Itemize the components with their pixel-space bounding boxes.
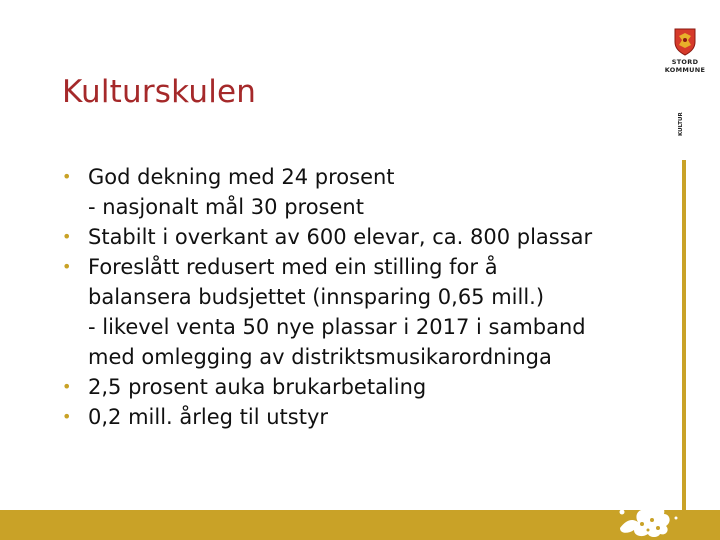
flower-icon bbox=[612, 498, 682, 540]
bullet-item bbox=[62, 402, 662, 432]
bullet-item bbox=[62, 372, 662, 402]
logo-text-kommune: KOMMUNE bbox=[664, 66, 706, 74]
slide-title: Kulturskulen bbox=[62, 74, 257, 110]
bullet-dot: • bbox=[62, 257, 72, 276]
vertical-accent-rule bbox=[682, 160, 686, 510]
bullet-line: God dekning med 24 prosent bbox=[88, 165, 395, 189]
bullet-item bbox=[62, 162, 662, 222]
shield-icon bbox=[674, 28, 696, 56]
bullet-line: 2,5 prosent auka brukarbetaling bbox=[88, 375, 427, 399]
bullet-dot: • bbox=[62, 227, 72, 246]
bullet-item bbox=[62, 252, 662, 372]
bullet-line: balansera budsjettet (innsparing 0,65 mill.) bbox=[88, 285, 545, 309]
logo-vertical-tag: KULTUR bbox=[678, 112, 684, 136]
logo-text-stord: STORD bbox=[671, 58, 699, 66]
bullet-line: Stabilt i overkant av 600 elevar, ca. 800 plassar bbox=[88, 225, 593, 249]
bullet-dot: • bbox=[62, 167, 72, 186]
bullet-list bbox=[62, 162, 662, 432]
bullet-line: - likevel venta 50 nye plassar i 2017 i samband bbox=[88, 315, 586, 339]
bullet-line: 0,2 mill. årleg til utstyr bbox=[88, 405, 329, 429]
bullet-dot: • bbox=[62, 407, 72, 426]
bullet-line: med omlegging av distriktsmusikarordninga bbox=[88, 345, 552, 369]
bullet-item bbox=[62, 222, 662, 252]
bullet-dot: • bbox=[62, 377, 72, 396]
bullet-line: Foreslått redusert med ein stilling for å bbox=[88, 255, 498, 279]
bullet-line: - nasjonalt mål 30 prosent bbox=[88, 195, 364, 219]
